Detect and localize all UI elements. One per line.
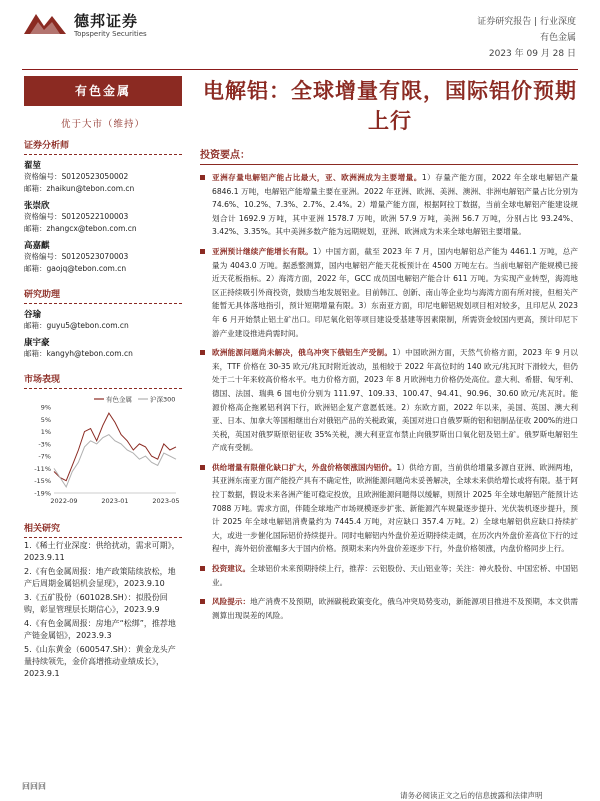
report-date: 2023 年 09 月 28 日 xyxy=(488,49,576,59)
assistant-name: 谷瑜 xyxy=(24,310,42,320)
analyst-entry xyxy=(24,199,182,235)
report-sector: 有色金属 xyxy=(539,33,576,43)
assistant-entry xyxy=(24,336,182,360)
bullet-icon xyxy=(200,350,205,355)
bullet-icon xyxy=(200,566,205,571)
key-point-body: 1）中国欧洲方面，天然气价格方面，2023 年 9 月以来，TTF 价格在 30-35 欧元/兆瓦时附近波动，虽相较于 2022 年高位时的 140 欧元/兆瓦时下滑较大，但仍处于二十年来较高价格水平。电力价格方面，2023 年 8 月欧洲电力价格仍处高位。意大利、希腊、匈牙利、德国、法国、瑞典 6 国电价分别为 111.97、109.33、100.47、94.41、90.96、30.60 欧元/兆瓦时。能源价格高企拖累铝利润下行，欧洲铝企复产意愿低迷。2）东欧方面，2022 年以来，美国、英国、澳大利亚、日本、加拿大等国相继出台对俄铝产品的关税政策，美国对进口自俄罗斯的铝和铝制品征收 200%的进口关税，英国对俄罗斯原铝征收 35%关税，澳大利亚宣布禁止向俄罗斯出口氧化铝及铝土矿。俄罗斯电解铝生产成有受制。 xyxy=(212,348,579,453)
rating: 优于大市（维持） xyxy=(60,119,145,130)
sector-badge: 有色金属 xyxy=(24,76,182,106)
key-point-body: 1）存量产能方面，2022 年全球电解铝产量 6846.1 万吨，电解铝产能增量主要在亚洲。2022 年亚洲、欧洲、美洲、澳洲、非洲电解铝产量占比分别为 74.6%、10.2%、7.3%、2.7%、2.4%。2）增量产能方面，根据阿拉丁数据，当前全球电解铝产能建设规划合计 1692.9 万吨，其中亚洲 1578.7 万吨，欧洲 57.9 万吨，美洲 56.7 万吨，分别占比 93.24%、3.42%、3.35%。其中美洲多数产能为远期规划，亚洲、欧洲成为未来全球电解铝主要增量。 xyxy=(212,173,578,237)
header-divider xyxy=(22,69,578,70)
analyst-list xyxy=(24,159,182,275)
disclaimer-footer: 请务必阅读正文之后的信息披露和法律声明 xyxy=(400,791,543,800)
y-tick-label: -11% xyxy=(34,464,51,473)
key-point-lead: 亚洲预计继续产能增长有限。 xyxy=(212,246,313,256)
x-tick-label: 2022-09 xyxy=(50,497,78,505)
x-tick-label: 2023-01 xyxy=(101,497,129,505)
y-tick-label: 9% xyxy=(40,403,51,412)
key-point-body: 全球铝价未来预期持续上行，推荐：云铝股份、天山铝业等；关注：神火股份、中国宏桥、中国铝业。 xyxy=(212,564,579,587)
related-list xyxy=(24,540,182,680)
assistant-name: 康宇豪 xyxy=(24,338,50,348)
related-section-title: 相关研究 xyxy=(24,521,182,538)
bullet-icon xyxy=(200,599,205,604)
key-point-body: 1）中国方面，截至 2023 年 7 月，国内电解铝总产能为 4461.1 万吨，总产量为 4043.0 万吨。据悉整测算，国内电解铝产能天花板预计在 4500 万吨左右。当前电解铝产能规模已接近天花板指标。2）海湾方面，2022 年，GCC 成员国电解铝产能合计 611 万吨。为实现产业转型，海湾地区正持续吸引外商投资，鼓励当地发展铝业。目前韩江、创新、南山等企业均与海湾方面有所对接，但相关产能暂无具体落地指引，预计短期增量有限。3）东南亚方面，印尼电解铝规划项目相对较多，且印尼从 2023 年 6 月开始禁止铝土矿出口。印尼氧化铝等项目建设受基建等因素限制，所需资金较国内更高，预计印尼下游产业建设推进尚需时间。 xyxy=(212,246,578,338)
analyst-name: 翟堃 xyxy=(24,161,42,171)
series-line-1 xyxy=(54,435,176,487)
key-point xyxy=(200,595,578,622)
main-content xyxy=(200,146,578,622)
bullet-icon xyxy=(200,175,205,180)
analyst-name: 高嘉麒 xyxy=(24,241,50,251)
y-tick-label: -15% xyxy=(34,477,51,486)
bullet-icon xyxy=(200,249,205,254)
related-item[interactable]: 2.《有色金属周报：地产政策陆续放松，地产后周期金属铝机会显现》，2023.9.10 xyxy=(24,567,176,588)
key-point xyxy=(200,245,578,340)
y-tick-label: -3% xyxy=(38,440,51,449)
y-tick-label: -19% xyxy=(34,489,51,498)
key-point xyxy=(200,461,578,556)
left-sidebar xyxy=(24,74,182,680)
assistant-email[interactable]: 邮箱：guyu5@tebon.com.cn xyxy=(24,321,129,330)
x-tick-label: 2023-05 xyxy=(152,497,180,505)
market-section-title: 市场表现 xyxy=(24,372,182,389)
report-title: 电解铝：全球增量有限，国际铝价预期上行 xyxy=(203,79,577,133)
assistant-entry xyxy=(24,308,182,332)
related-item[interactable]: 3.《五矿股份（601028.SH）：拟股份回购，彰显管理层长期信心》，2023.9.9 xyxy=(24,593,168,614)
key-point-lead: 亚洲存量电解铝产能占比最大，亚、欧洲洲成为主要增量。 xyxy=(212,173,422,182)
key-point-lead: 投资建议。 xyxy=(212,564,251,574)
analyst-cert: 资格编号：S0120522100003 xyxy=(24,212,129,221)
analyst-email[interactable]: 邮箱：gaojq@tebon.com.cn xyxy=(24,264,127,273)
analyst-name: 张崇欣 xyxy=(24,201,50,211)
y-tick-label: -7% xyxy=(38,452,51,461)
analyst-section-title: 证券分析师 xyxy=(24,138,182,155)
legend-label: 沪深300 xyxy=(150,395,176,404)
series-line-0 xyxy=(54,413,176,481)
bullet-icon xyxy=(200,465,205,470)
logo-mark-icon xyxy=(22,8,68,40)
analyst-email[interactable]: 邮箱：zhaikun@tebon.com.cn xyxy=(24,184,135,193)
assistant-email[interactable]: 邮箱：kangyh@tebon.com.cn xyxy=(24,349,133,358)
related-item[interactable]: 1.《稀土行业深度：供给扰动，需求可期》，2023.9.11 xyxy=(24,541,180,562)
market-chart xyxy=(24,393,182,513)
analyst-cert: 资格编号：S0120523070003 xyxy=(24,252,129,261)
related-item[interactable]: 5.《山东黄金（600547.SH）：黄金龙头产量持续领先，金价高增推动业绩成长》，2023.9.1 xyxy=(24,645,176,678)
report-meta xyxy=(477,14,576,62)
key-point-lead: 风险提示： xyxy=(212,597,251,607)
y-tick-label: 5% xyxy=(40,415,51,424)
key-point-lead: 欧洲能源问题尚未解决，俄乌冲突下俄铝生产受制。 xyxy=(212,348,393,358)
key-point-body: 地产消费不及预期，欧洲碳税政策变化，俄乌冲突局势变动，新能源项目推进不及预期，本文供需测算出现误差的风险。 xyxy=(212,597,579,620)
analyst-entry xyxy=(24,239,182,275)
analyst-entry xyxy=(24,159,182,195)
key-point xyxy=(200,171,578,239)
company-logo xyxy=(22,6,242,46)
analyst-cert: 资格编号：S0120523050002 xyxy=(24,172,129,181)
key-point xyxy=(200,562,578,589)
analyst-email[interactable]: 邮箱：zhangcx@tebon.com.cn xyxy=(24,224,137,233)
company-name-en: Topsperity Securities xyxy=(74,30,147,38)
company-name: 德邦证券 xyxy=(74,12,139,30)
assistant-section-title: 研究助理 xyxy=(24,287,182,304)
key-points-heading: 投资要点： xyxy=(200,146,578,165)
key-point-body: 1）供给方面，当前供给增量多源自亚洲、欧洲两地，其亚洲东南亚方面产能投产具有不确定性，欧洲能源问题尚未妥善解决，全球未来供给增长或将有限。基于阿拉丁数据，假设未来各洲产能可稳定投放，且欧洲能源问题得以缓解，则预计 2025 年全球电解铝产能预计达 7088 万吨。需求方面，伴随全球地产市场规模逐步扩张、新能源汽车规量逐步提升、光伏装机逐步提升，预计 2025 年全球电解铝消费量约为 7445.4 万吨，对应缺口 357.4 万吨。2）全球电解铝供应缺口持续扩大，或进一步催化国际铝价持续提升。同时电解铝内外盘价差近期持续走阔，在历次内外盘价差高位下行的过程中，海外铝价涨幅多大于国内价格。预期未来内外盘价差逐步下行，外盘价格领涨，内盘价格同步上行。 xyxy=(212,462,578,554)
market-chart-svg xyxy=(24,393,182,513)
legend-label: 有色金属 xyxy=(106,395,132,404)
y-tick-label: 1% xyxy=(40,428,51,437)
report-type: 证券研究报告 | 行业深度 xyxy=(477,17,576,27)
key-point-lead: 供给增量有限催化缺口扩大，外盘价格领涨国内铝价。 xyxy=(212,462,397,472)
qr-code-icon: 回回回 xyxy=(22,782,46,791)
related-item[interactable]: 4.《有色金属周报：房地产“松绑”，推荐地产链金属铝》，2023.9.3 xyxy=(24,619,176,640)
key-point xyxy=(200,346,578,455)
